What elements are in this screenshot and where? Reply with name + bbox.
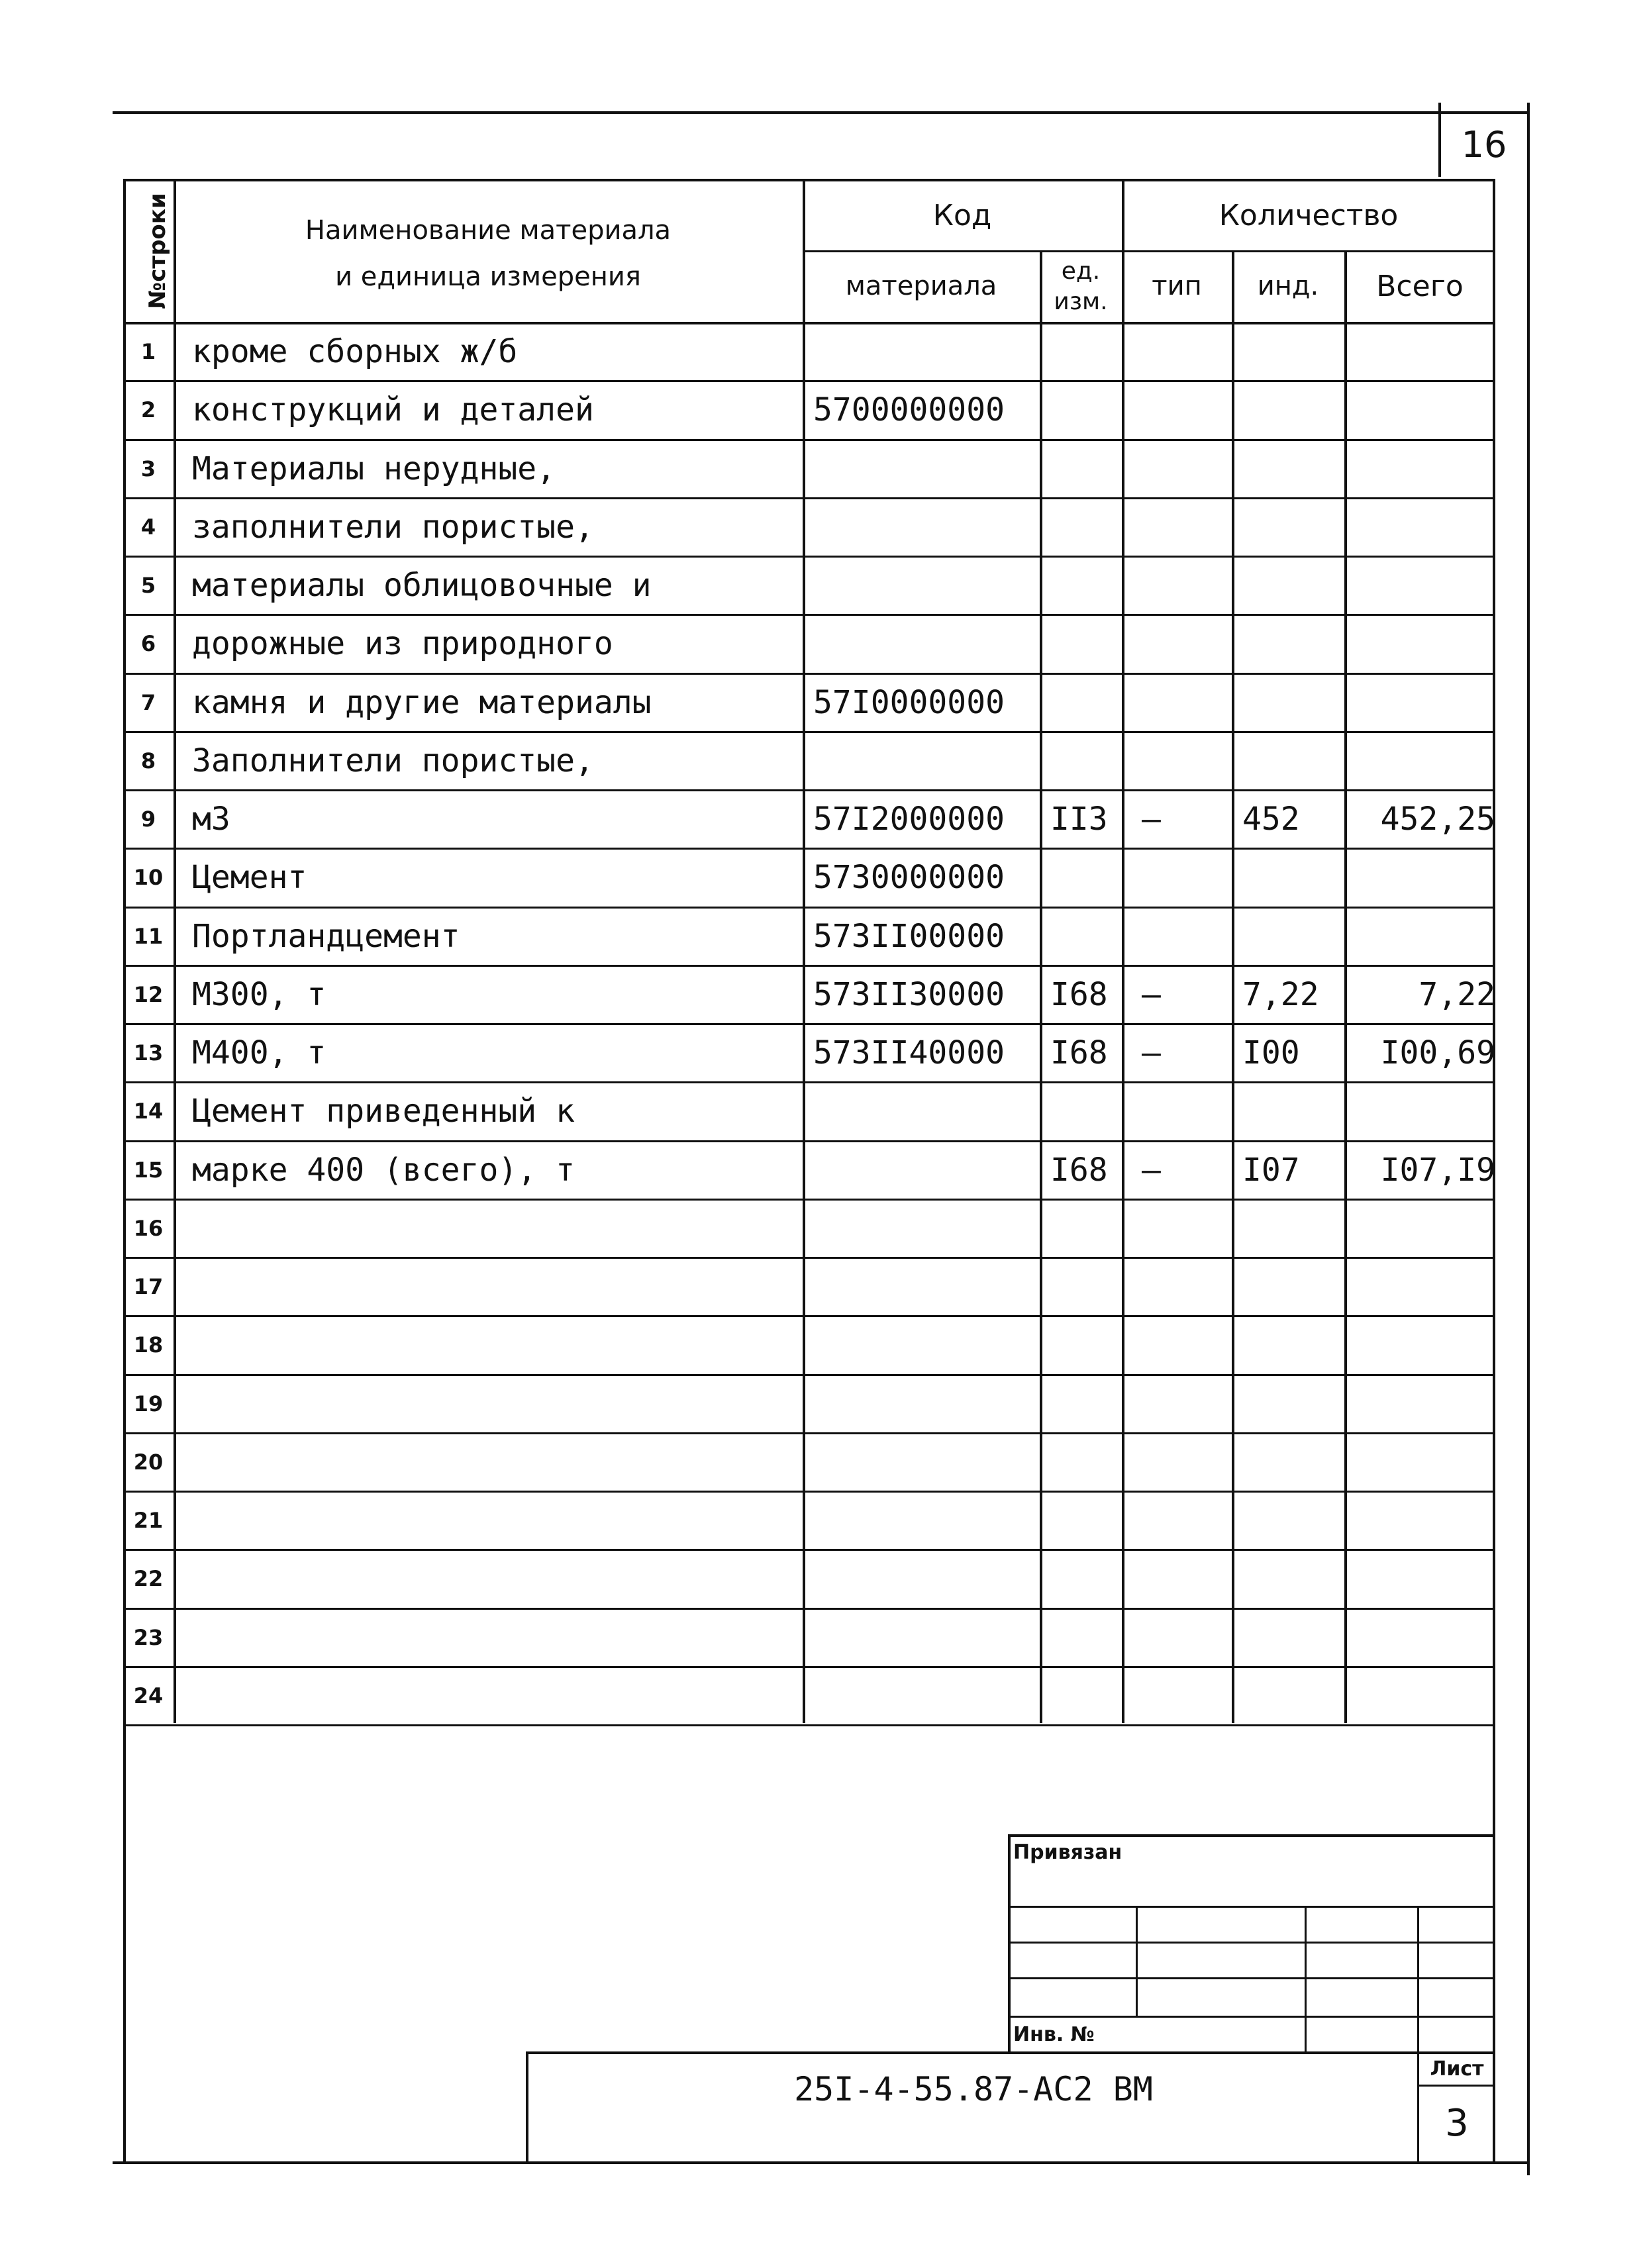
row-divider (123, 497, 1495, 499)
qty-ind (1232, 1552, 1355, 1606)
qty-ind: 7,22 (1242, 975, 1319, 1013)
row-number: 12 (133, 981, 164, 1007)
qty-ind (1232, 1377, 1355, 1431)
material-name: камня и другие материалы (192, 683, 652, 721)
unit-code (1040, 734, 1132, 788)
material-name: Материалы нерудные, (192, 450, 556, 487)
qty-ind (1232, 1493, 1355, 1548)
row-number: 11 (133, 923, 164, 949)
qty-total (1344, 909, 1510, 963)
unit-code (1040, 675, 1132, 730)
material-name (174, 1318, 821, 1372)
row-number: 2 (140, 397, 156, 423)
material-name (174, 1493, 821, 1548)
material-code (803, 1084, 1050, 1138)
qty-ind (1232, 1318, 1355, 1372)
row-number: 15 (133, 1157, 164, 1183)
unit-code: II3 (1050, 801, 1108, 838)
qty-total (1344, 442, 1510, 496)
designation-left-line (526, 2051, 528, 2163)
qty-total (1344, 1435, 1510, 1489)
material-name (174, 1552, 821, 1606)
unit-code (1040, 442, 1132, 496)
document-designation: 25I-4-55.87-АС2 ВМ (794, 2070, 1153, 2108)
material-code (803, 1669, 1050, 1723)
stamp-left-line (1008, 1834, 1011, 2053)
material-code (803, 1201, 1050, 1256)
header-qty-total: Всего (1376, 269, 1464, 303)
row-divider (123, 439, 1495, 441)
qty-ind: I00 (1242, 1034, 1300, 1072)
qty-ind (1232, 1201, 1355, 1256)
row-number: 3 (140, 456, 156, 481)
qty-type: – (1142, 975, 1161, 1013)
material-name: м3 (192, 801, 230, 838)
unit-code (1040, 383, 1132, 437)
material-name (174, 1377, 821, 1431)
row-number: 14 (133, 1099, 164, 1124)
qty-total (1344, 383, 1510, 437)
material-name (174, 1259, 821, 1314)
designation-top-line (526, 2051, 1495, 2054)
stamp-linked-label: Привязан (1013, 1840, 1122, 1864)
row-divider (123, 556, 1495, 558)
row-divider (123, 1199, 1495, 1201)
stamp-line-3 (1008, 1977, 1495, 1979)
sheet-box-mid-line (1417, 2085, 1495, 2087)
qty-total: I07,I9 (1380, 1151, 1495, 1189)
header-unit-line2: изм. (1054, 287, 1108, 315)
qty-total (1344, 1493, 1510, 1548)
unit-code (1040, 1610, 1132, 1665)
qty-ind (1232, 500, 1355, 554)
unit-code (1040, 1493, 1132, 1548)
row-divider (123, 1666, 1495, 1668)
material-name: М400, т (192, 1034, 326, 1072)
unit-code (1040, 1201, 1132, 1256)
row-number: 19 (133, 1391, 164, 1416)
row-number: 4 (140, 514, 156, 540)
qty-total (1344, 734, 1510, 788)
row-number: 21 (133, 1508, 164, 1534)
qty-total: 7,22 (1419, 975, 1495, 1013)
header-name-line2: и единица измерения (335, 262, 641, 292)
row-divider (123, 789, 1495, 791)
row-number: 5 (140, 573, 156, 599)
qty-total (1344, 1259, 1510, 1314)
material-name: Портландцемент (192, 917, 460, 955)
qty-total (1344, 1318, 1510, 1372)
row-number: 24 (133, 1683, 164, 1708)
unit-code: I68 (1050, 975, 1108, 1013)
row-divider (123, 1724, 1495, 1726)
qty-ind (1232, 616, 1355, 671)
qty-ind (1232, 850, 1355, 905)
material-code (803, 1610, 1050, 1665)
unit-code: I68 (1050, 1151, 1108, 1189)
material-code (803, 1493, 1050, 1548)
material-code: 57I0000000 (813, 683, 1005, 721)
row-divider (123, 1608, 1495, 1610)
stamp-col-2 (1305, 1906, 1307, 2051)
qty-ind (1232, 1435, 1355, 1489)
unit-code (1040, 558, 1132, 613)
material-name: кроме сборных ж/б (192, 333, 518, 371)
qty-ind (1232, 324, 1355, 379)
unit-code (1040, 500, 1132, 554)
qty-total (1344, 616, 1510, 671)
material-name (174, 1201, 821, 1256)
material-code (803, 500, 1050, 554)
row-divider (123, 1549, 1495, 1551)
material-code: 5700000000 (813, 391, 1005, 429)
row-divider (123, 1081, 1495, 1083)
qty-ind (1232, 1669, 1355, 1723)
qty-total (1344, 675, 1510, 730)
row-number: 7 (140, 689, 156, 715)
unit-code (1040, 1259, 1132, 1314)
row-number: 1 (140, 339, 156, 365)
qty-ind (1232, 442, 1355, 496)
header-row-number: №строки (144, 193, 171, 309)
qty-total: I00,69 (1380, 1034, 1495, 1072)
row-number: 6 (140, 631, 156, 657)
unit-code (1040, 324, 1132, 379)
row-divider (123, 673, 1495, 675)
material-name: Заполнители пористые, (192, 742, 594, 779)
qty-total (1344, 1610, 1510, 1665)
header-qty-type: тип (1152, 271, 1202, 301)
row-divider (123, 965, 1495, 967)
row-divider (123, 1315, 1495, 1317)
material-code (803, 734, 1050, 788)
qty-type: – (1142, 1034, 1161, 1072)
row-divider (123, 380, 1495, 382)
row-number: 13 (133, 1040, 164, 1066)
stamp-line-2 (1008, 1942, 1495, 1944)
unit-code (1040, 1552, 1132, 1606)
qty-total (1344, 1084, 1510, 1138)
material-code: 5730000000 (813, 859, 1005, 897)
material-code: 573II40000 (813, 1034, 1005, 1072)
header-name-line1: Наименование материала (305, 215, 672, 246)
material-name: Цемент приведенный к (192, 1093, 575, 1130)
material-code (803, 616, 1050, 671)
qty-ind (1232, 1084, 1355, 1138)
sheet-number-top: 16 (1461, 123, 1507, 166)
row-divider (123, 907, 1495, 909)
unit-code (1040, 1435, 1132, 1489)
qty-total (1344, 1552, 1510, 1606)
qty-ind (1232, 383, 1355, 437)
qty-total (1344, 1377, 1510, 1431)
unit-code (1040, 850, 1132, 905)
material-name (174, 1669, 821, 1723)
row-number: 8 (140, 748, 156, 773)
material-name: Цемент (192, 859, 307, 897)
material-code (803, 442, 1050, 496)
stamp-col-1 (1136, 1906, 1138, 2016)
row-number: 17 (133, 1274, 164, 1300)
unit-code (1040, 1669, 1132, 1723)
row-number: 16 (133, 1215, 164, 1241)
unit-code (1040, 1318, 1132, 1372)
header-qty-ind: инд. (1257, 271, 1319, 301)
material-code (803, 558, 1050, 613)
stamp-line-1 (1008, 1906, 1495, 1908)
material-code (803, 1259, 1050, 1314)
row-number: 9 (140, 807, 156, 832)
qty-ind (1232, 734, 1355, 788)
qty-type: – (1142, 1151, 1161, 1189)
header-code: Код (932, 198, 992, 232)
sheet-value: 3 (1445, 2101, 1469, 2145)
material-name: заполнители пористые, (192, 508, 594, 546)
material-name: материалы облицовочные и (192, 567, 652, 605)
row-number: 18 (133, 1332, 164, 1358)
qty-ind (1232, 909, 1355, 963)
row-divider (123, 614, 1495, 616)
page-right-edge (1527, 175, 1530, 2175)
qty-type: – (1142, 801, 1161, 838)
material-name: марке 400 (всего), т (192, 1151, 575, 1189)
unit-code (1040, 616, 1132, 671)
row-divider (123, 1140, 1495, 1142)
row-divider (123, 848, 1495, 850)
unit-code (1040, 1084, 1132, 1138)
material-code (803, 1552, 1050, 1606)
unit-code (1040, 909, 1132, 963)
qty-total (1344, 500, 1510, 554)
material-name: дорожные из природного (192, 625, 613, 663)
row-divider (123, 1257, 1495, 1259)
material-code (803, 1143, 1050, 1197)
qty-total (1344, 324, 1510, 379)
row-number: 22 (133, 1566, 164, 1592)
material-code (803, 1377, 1050, 1431)
header-quantity: Количество (1219, 198, 1399, 232)
sheet-label: Лист (1430, 2057, 1484, 2081)
header-split-line-code (803, 250, 1495, 252)
table-top-border (123, 179, 1495, 181)
qty-total (1344, 558, 1510, 613)
unit-code: I68 (1050, 1034, 1108, 1072)
material-code: 573II30000 (813, 975, 1005, 1013)
qty-ind (1232, 558, 1355, 613)
row-divider (123, 1023, 1495, 1025)
row-divider (123, 731, 1495, 733)
stamp-inv-label: Инв. № (1013, 2022, 1095, 2046)
stamp-col-3 (1417, 1906, 1419, 2051)
material-code (803, 1435, 1050, 1489)
material-code (803, 324, 1050, 379)
qty-ind (1232, 675, 1355, 730)
row-divider (123, 1374, 1495, 1376)
qty-ind: 452 (1242, 801, 1300, 838)
qty-ind: I07 (1242, 1151, 1300, 1189)
row-divider (123, 1432, 1495, 1434)
material-name (174, 1610, 821, 1665)
material-code: 57I2000000 (813, 801, 1005, 838)
material-name: М300, т (192, 975, 326, 1013)
qty-total (1344, 1201, 1510, 1256)
material-name: конструкций и деталей (192, 391, 594, 429)
unit-code (1040, 1377, 1132, 1431)
page-bottom-line (113, 2161, 1530, 2164)
row-number: 23 (133, 1624, 164, 1650)
row-number: 20 (133, 1449, 164, 1475)
qty-total: 452,25 (1380, 801, 1495, 838)
qty-total (1344, 850, 1510, 905)
material-name (174, 1435, 821, 1489)
qty-ind (1232, 1610, 1355, 1665)
material-code: 573II00000 (813, 917, 1005, 955)
material-code (803, 1318, 1050, 1372)
row-divider (123, 1491, 1495, 1493)
qty-ind (1232, 1259, 1355, 1314)
header-unit-line1: ед. (1061, 257, 1101, 285)
qty-total (1344, 1669, 1510, 1723)
row-number: 10 (133, 865, 164, 891)
header-code-material: материала (845, 271, 997, 301)
